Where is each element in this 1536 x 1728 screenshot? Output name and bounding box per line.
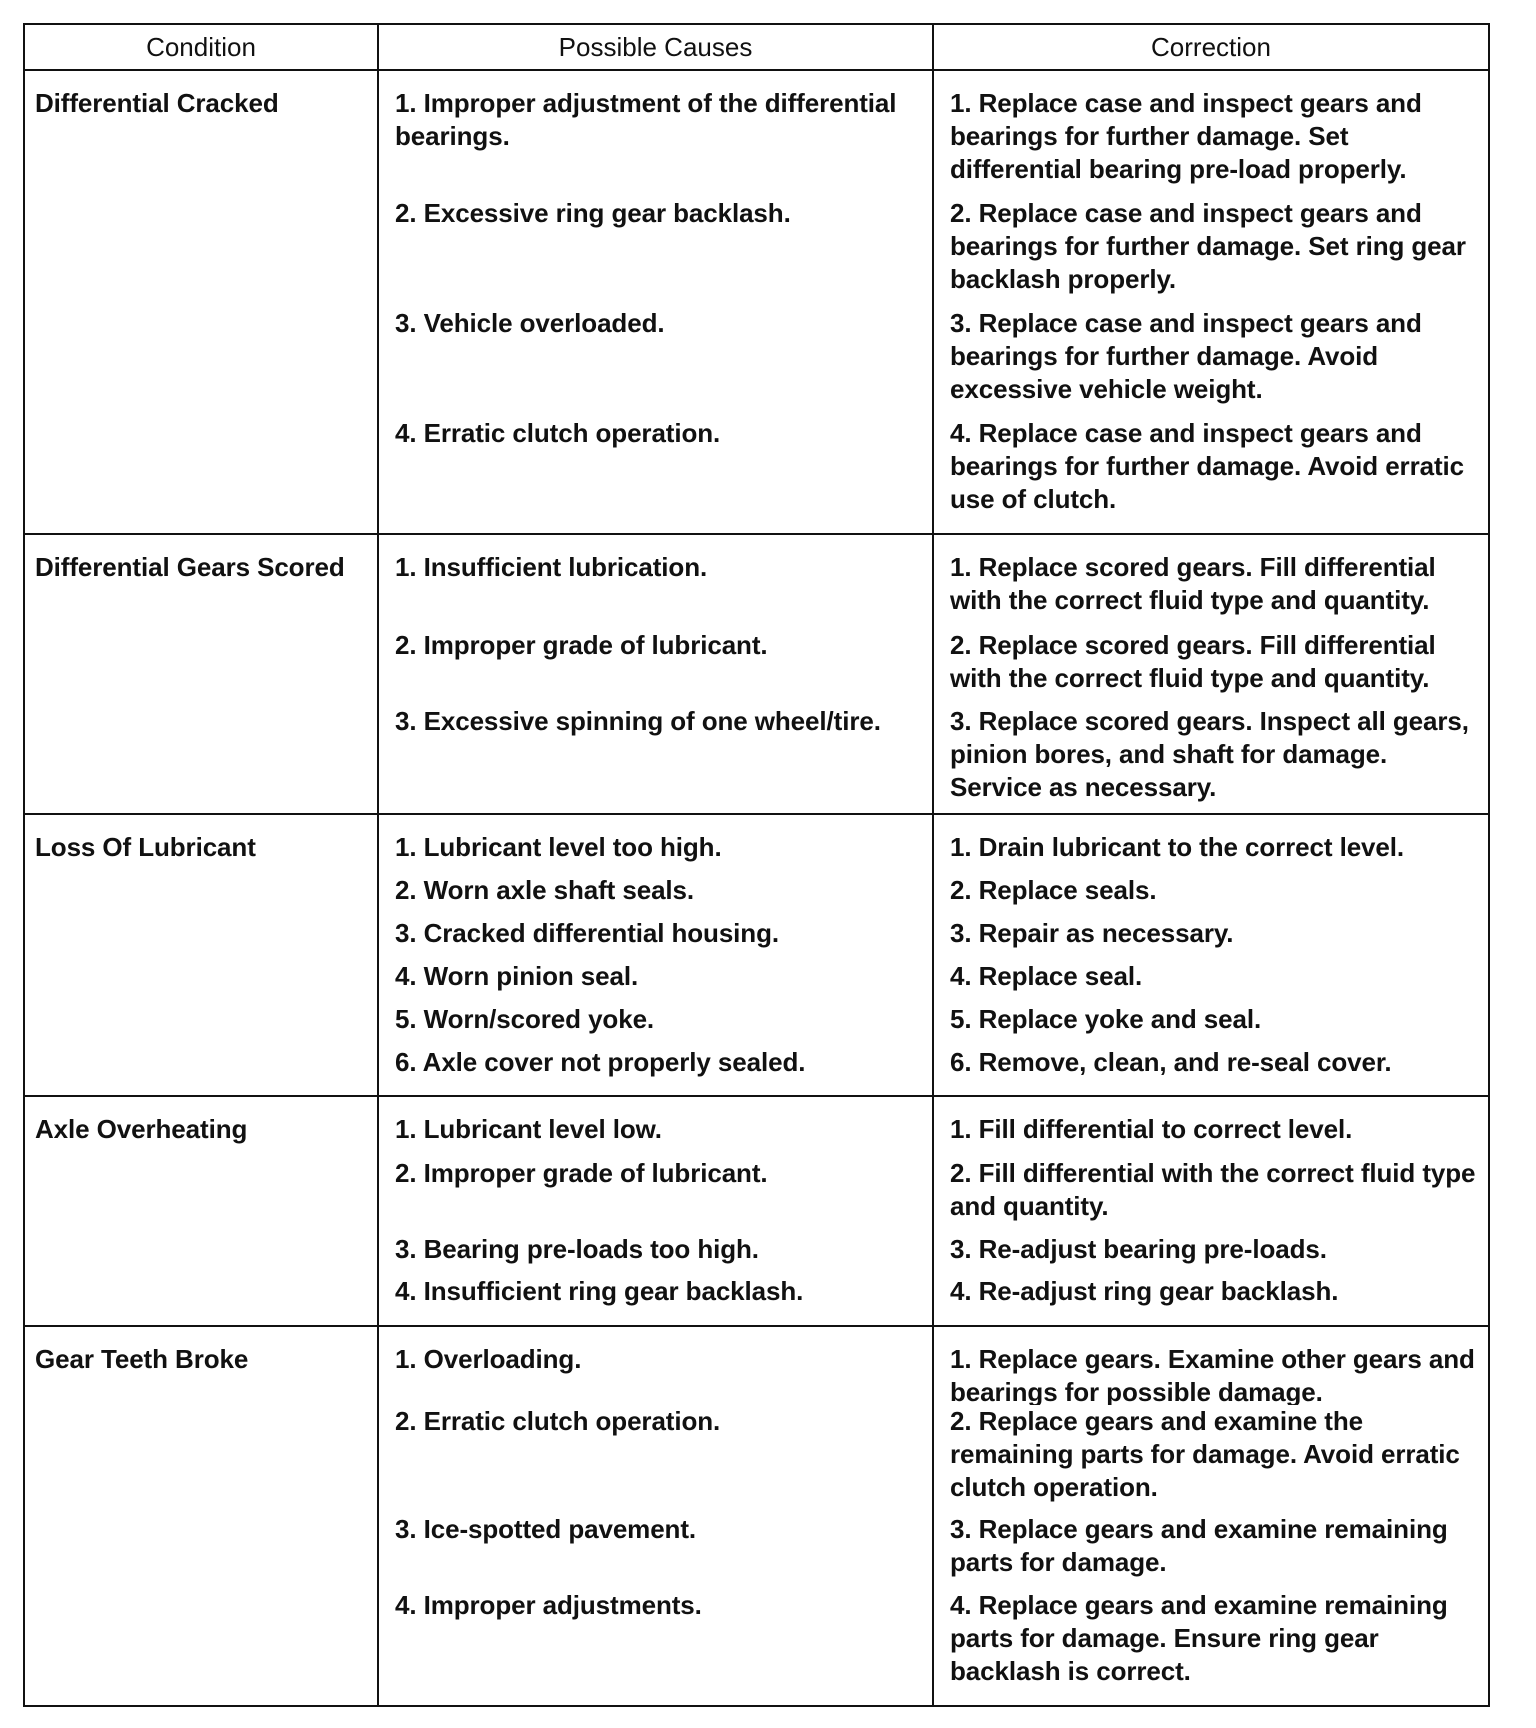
cause-text: 4. Erratic clutch operation. xyxy=(395,418,721,448)
cause-item xyxy=(395,1003,920,1046)
correction-item xyxy=(950,417,1476,527)
correction-text: 1. Replace case and inspect gears and bearings for further damage. Set differential bearing pre-load properly. xyxy=(950,88,1422,184)
cause-item xyxy=(395,831,920,874)
cause-text: 1. Overloading. xyxy=(395,1344,582,1374)
correction-text: 3. Repair as necessary. xyxy=(950,918,1234,948)
correction-cell xyxy=(933,1096,1489,1326)
cause-text: 5. Worn/scored yoke. xyxy=(395,1004,655,1034)
cause-text: 3. Cracked differential housing. xyxy=(395,918,779,948)
correction-item xyxy=(950,1157,1476,1233)
cause-item xyxy=(395,705,920,803)
correction-item xyxy=(950,1513,1476,1589)
table-row xyxy=(24,534,1489,814)
table-row xyxy=(24,1326,1489,1706)
cause-item xyxy=(395,629,920,705)
condition-text: Axle Overheating xyxy=(35,1114,248,1144)
cause-text: 2. Erratic clutch operation. xyxy=(395,1406,721,1436)
cause-text: 1. Lubricant level too high. xyxy=(395,832,722,862)
header-correction: Correction xyxy=(933,24,1489,70)
cause-text: 3. Vehicle overloaded. xyxy=(395,308,665,338)
cause-item xyxy=(395,551,920,629)
cause-item xyxy=(395,197,920,307)
cause-item xyxy=(395,1405,920,1513)
cause-item xyxy=(395,417,920,527)
correction-item xyxy=(950,705,1476,803)
correction-item xyxy=(950,1275,1476,1319)
possible-causes-cell xyxy=(378,814,933,1096)
condition-text: Loss Of Lubricant xyxy=(35,832,256,862)
condition-cell xyxy=(24,1096,378,1326)
table-row xyxy=(24,1096,1489,1326)
cause-text: 2. Improper grade of lubricant. xyxy=(395,630,768,660)
correction-text: 1. Drain lubricant to the correct level. xyxy=(950,832,1405,862)
cause-item xyxy=(395,1343,920,1405)
correction-item xyxy=(950,197,1476,307)
correction-text: 5. Replace yoke and seal. xyxy=(950,1004,1262,1034)
correction-text: 4. Replace gears and examine remaining parts for damage. Ensure ring gear backlash is correct. xyxy=(950,1590,1448,1686)
condition-text: Differential Gears Scored xyxy=(35,552,345,582)
possible-causes-cell xyxy=(378,1096,933,1326)
condition-text: Differential Cracked xyxy=(35,88,279,118)
correction-item xyxy=(950,1113,1476,1157)
condition-cell xyxy=(24,70,378,534)
correction-text: 1. Replace scored gears. Fill differential with the correct fluid type and quantity. xyxy=(950,552,1436,615)
cause-item xyxy=(395,960,920,1003)
cause-item xyxy=(395,1046,920,1089)
condition-text: Gear Teeth Broke xyxy=(35,1344,249,1374)
correction-item xyxy=(950,87,1476,197)
correction-item xyxy=(950,1003,1476,1046)
correction-cell xyxy=(933,1326,1489,1706)
correction-text: 2. Fill differential with the correct fluid type and quantity. xyxy=(950,1158,1476,1221)
cause-text: 4. Worn pinion seal. xyxy=(395,961,639,991)
correction-text: 4. Replace case and inspect gears and bearings for further damage. Avoid erratic use of clutch. xyxy=(950,418,1464,514)
table-body xyxy=(24,70,1489,1706)
cause-text: 2. Improper grade of lubricant. xyxy=(395,1158,768,1188)
correction-text: 6. Remove, clean, and re-seal cover. xyxy=(950,1047,1392,1077)
cause-text: 6. Axle cover not properly sealed. xyxy=(395,1047,806,1077)
correction-cell xyxy=(933,534,1489,814)
cause-text: 1. Improper adjustment of the differential bearings. xyxy=(395,88,897,151)
correction-text: 2. Replace seals. xyxy=(950,875,1157,905)
cause-item xyxy=(395,87,920,197)
cause-text: 3. Excessive spinning of one wheel/tire. xyxy=(395,706,881,736)
possible-causes-cell xyxy=(378,1326,933,1706)
cause-item xyxy=(395,917,920,960)
header-possible-causes: Possible Causes xyxy=(378,24,933,70)
correction-item xyxy=(950,1343,1476,1405)
possible-causes-cell xyxy=(378,70,933,534)
table-row xyxy=(24,70,1489,534)
correction-text: 3. Replace gears and examine remaining parts for damage. xyxy=(950,1514,1448,1577)
correction-text: 3. Replace scored gears. Inspect all gears, pinion bores, and shaft for damage. Service as necessary. xyxy=(950,706,1469,802)
correction-item xyxy=(950,551,1476,629)
diagnosis-table xyxy=(23,23,1490,1707)
correction-cell xyxy=(933,70,1489,534)
condition-cell xyxy=(24,1326,378,1706)
cause-item xyxy=(395,1233,920,1275)
correction-text: 3. Re-adjust bearing pre-loads. xyxy=(950,1234,1327,1264)
cause-text: 3. Ice-spotted pavement. xyxy=(395,1514,697,1544)
cause-text: 3. Bearing pre-loads too high. xyxy=(395,1234,759,1264)
correction-text: 4. Replace seal. xyxy=(950,961,1143,991)
cause-text: 1. Lubricant level low. xyxy=(395,1114,662,1144)
correction-item xyxy=(950,1405,1476,1513)
correction-item xyxy=(950,960,1476,1003)
cause-item xyxy=(395,1589,920,1699)
table-header xyxy=(24,24,1489,70)
cause-text: 2. Worn axle shaft seals. xyxy=(395,875,695,905)
correction-text: 1. Fill differential to correct level. xyxy=(950,1114,1353,1144)
cause-item xyxy=(395,1113,920,1157)
correction-item xyxy=(950,1046,1476,1089)
cause-text: 4. Insufficient ring gear backlash. xyxy=(395,1276,804,1306)
condition-cell xyxy=(24,814,378,1096)
cause-item xyxy=(395,1157,920,1233)
header-row xyxy=(24,24,1489,70)
possible-causes-cell xyxy=(378,534,933,814)
correction-text: 3. Replace case and inspect gears and bearings for further damage. Avoid excessive vehicle weight. xyxy=(950,308,1422,404)
cause-item xyxy=(395,874,920,917)
correction-item xyxy=(950,1589,1476,1699)
correction-item xyxy=(950,831,1476,874)
cause-text: 2. Excessive ring gear backlash. xyxy=(395,198,791,228)
correction-item xyxy=(950,307,1476,417)
cause-item xyxy=(395,307,920,417)
correction-item xyxy=(950,917,1476,960)
table-row xyxy=(24,814,1489,1096)
correction-text: 2. Replace scored gears. Fill differential with the correct fluid type and quantity. xyxy=(950,630,1436,693)
correction-item xyxy=(950,874,1476,917)
cause-item xyxy=(395,1513,920,1589)
condition-cell xyxy=(24,534,378,814)
cause-item xyxy=(395,1275,920,1319)
correction-text: 2. Replace case and inspect gears and bearings for further damage. Set ring gear backlash properly. xyxy=(950,198,1466,294)
correction-item xyxy=(950,1233,1476,1275)
cause-text: 4. Improper adjustments. xyxy=(395,1590,702,1620)
header-condition: Condition xyxy=(24,24,378,70)
correction-text: 4. Re-adjust ring gear backlash. xyxy=(950,1276,1339,1306)
cause-text: 1. Insufficient lubrication. xyxy=(395,552,708,582)
correction-item xyxy=(950,629,1476,705)
correction-text: 2. Replace gears and examine the remaining parts for damage. Avoid erratic clutch operation. xyxy=(950,1406,1460,1502)
correction-cell xyxy=(933,814,1489,1096)
correction-text: 1. Replace gears. Examine other gears and bearings for possible damage. xyxy=(950,1344,1475,1405)
